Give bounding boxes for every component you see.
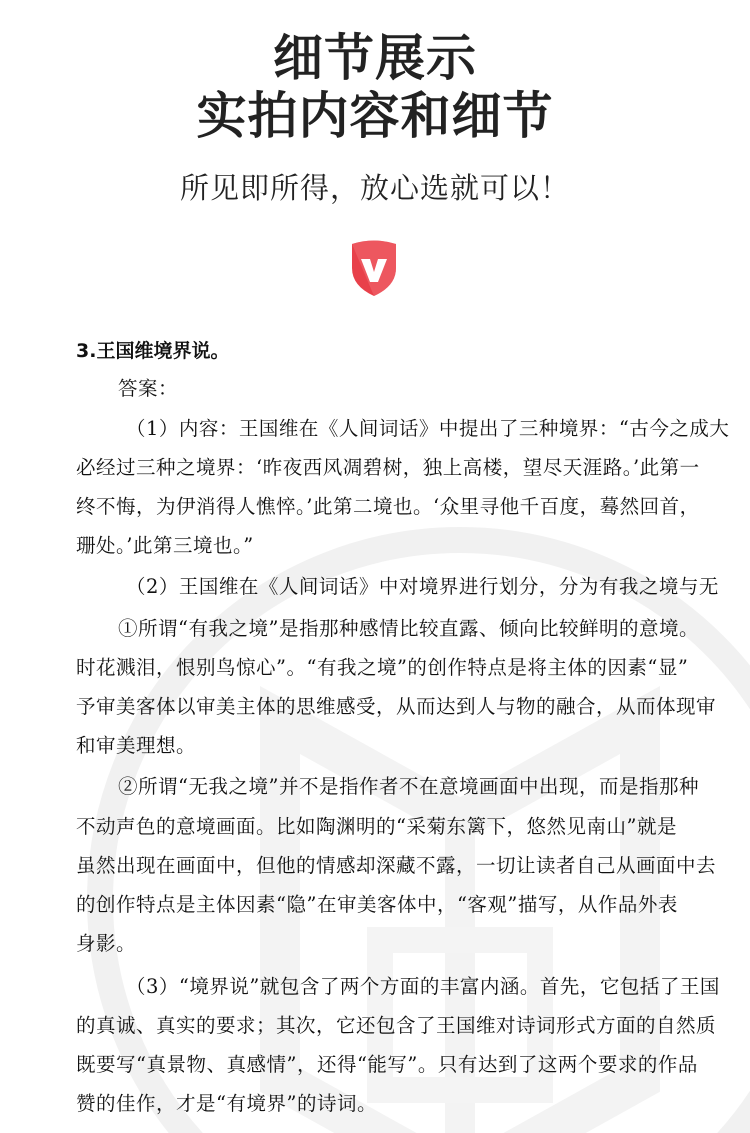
text-line: 终不悔，为伊消得人憔悴。’此第二境也。‘众里寻他千百度，蓦然回首，: [76, 495, 700, 518]
text-line: 珊处。’此第三境也。”: [76, 534, 254, 557]
text-line: 既要写“真景物、真感情”，还得“能写”。只有达到了这两个要求的作品: [76, 1053, 698, 1076]
page-title: 细节展示: [273, 29, 477, 87]
text-line: 时花溅泪，恨别鸟惊心”。“有我之境”的创作特点是将主体的因素“显”: [76, 656, 689, 679]
text-line: （1）内容：王国维在《人间词话》中提出了三种境界：“古今之成大: [126, 417, 730, 440]
v-shield-icon: [348, 240, 400, 298]
question-heading: 3.王国维境界说。: [76, 340, 230, 362]
document-excerpt: [0, 330, 750, 1133]
text-line: 身影。: [76, 932, 137, 955]
text-line: 虽然出现在画面中，但他的情感却深藏不露，一切让读者自己从画面中去: [76, 854, 717, 877]
text-line: 必经过三种之境界：‘昨夜西风凋碧树，独上高楼，望尽天涯路。’此第一: [76, 456, 700, 479]
text-line: 赞的佳作，才是“有境界”的诗词。: [76, 1092, 377, 1115]
text-line: （2）王国维在《人间词话》中对境界进行划分，分为有我之境与无: [126, 575, 719, 598]
page-subtitle: 所见即所得，放心选就可以！: [179, 171, 570, 205]
text-line: ②所谓“无我之境”并不是指作者不在意境画面中出现，而是指那种: [118, 775, 699, 798]
text-line: （3）“境界说”就包含了两个方面的丰富内涵。首先，它包括了王国: [126, 975, 720, 998]
text-line: ①所谓“有我之境”是指那种感情比较直露、倾向比较鲜明的意境。: [118, 617, 699, 640]
page-title-secondary: 实拍内容和细节: [196, 87, 554, 145]
text-line: 予审美客体以审美主体的思维感受，从而达到人与物的融合，从而体现审: [76, 695, 717, 718]
text-line: 的真诚、真实的要求；其次，它还包含了王国维对诗词形式方面的自然质: [76, 1014, 717, 1037]
text-line: 的创作特点是主体因素“隐”在审美客体中，“客观”描写，从作品外表: [76, 893, 678, 916]
answer-label: 答案：: [118, 377, 179, 400]
text-line: 不动声色的意境画面。比如陶渊明的“采菊东篱下，悠然见南山”就是: [76, 815, 677, 838]
text-line: 和审美理想。: [76, 734, 197, 757]
